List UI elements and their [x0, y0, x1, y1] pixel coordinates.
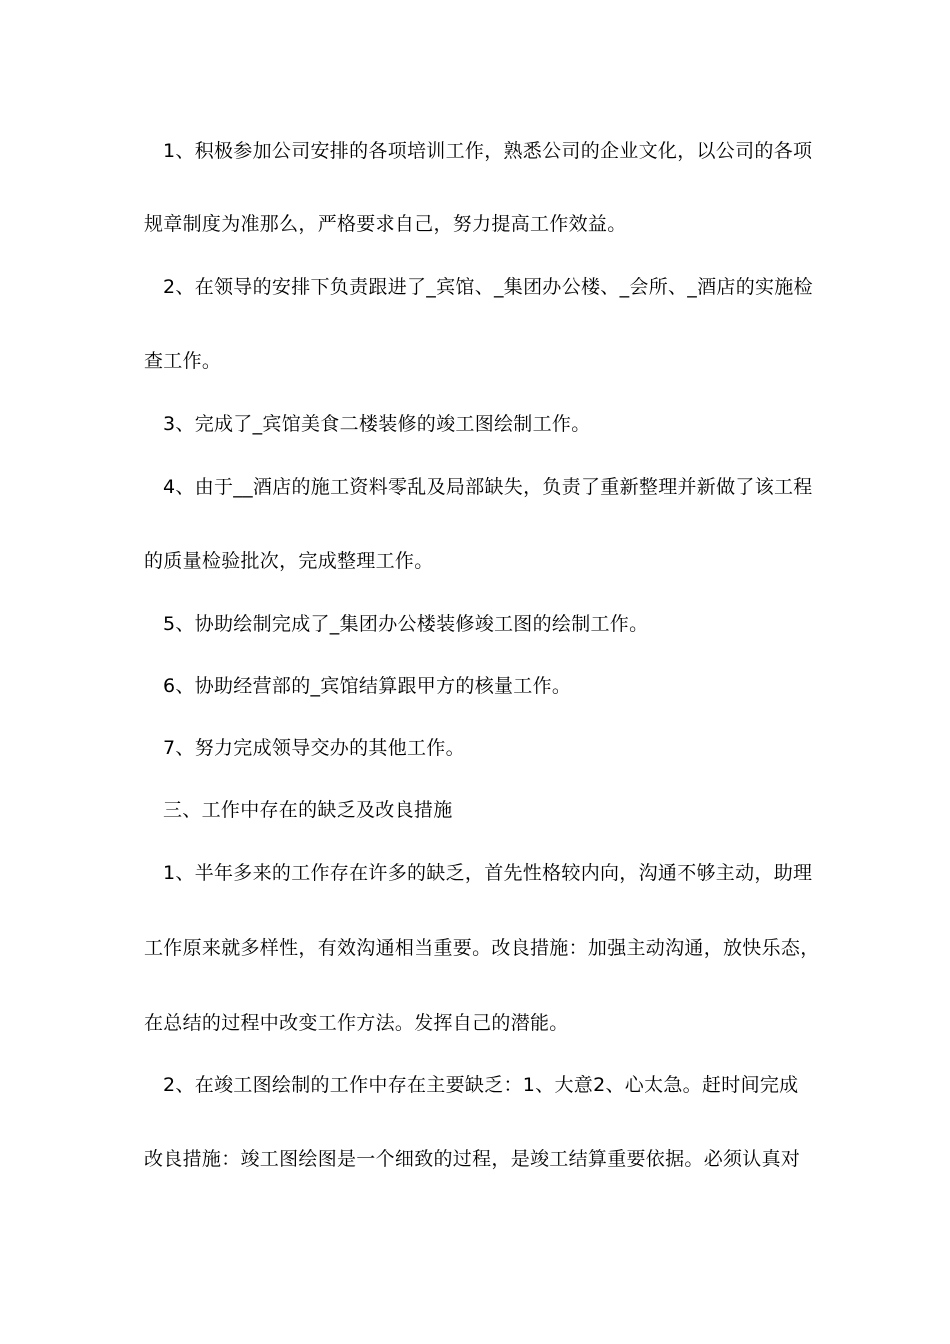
section-heading: 三、工作中存在的缺乏及改良措施 [163, 799, 453, 821]
paragraph-5: 5、协助绘制完成了_集团办公楼装修竣工图的绘制工作。 [163, 613, 649, 635]
paragraph-1-line-1: 1、积极参加公司安排的各项培训工作，熟悉公司的企业文化，以公司的各项 [163, 140, 813, 162]
issue-2-line-2: 改良措施：竣工图绘图是一个细致的过程，是竣工结算重要依据。必须认真对 [144, 1148, 801, 1170]
paragraph-2-line-1: 2、在领导的安排下负责跟进了_宾馆、_集团办公楼、_会所、_酒店的实施检 [163, 276, 813, 298]
paragraph-4-line-2: 的质量检验批次，完成整理工作。 [144, 550, 434, 572]
issue-1-line-1: 1、半年多来的工作存在许多的缺乏，首先性格较内向，沟通不够主动，助理 [163, 862, 813, 884]
issue-1-line-3: 在总结的过程中改变工作方法。发挥自己的潜能。 [144, 1012, 569, 1034]
paragraph-6: 6、协助经营部的_宾馆结算跟甲方的核量工作。 [163, 675, 572, 697]
paragraph-3: 3、完成了_宾馆美食二楼装修的竣工图绘制工作。 [163, 413, 591, 435]
paragraph-2-line-2: 查工作。 [144, 350, 222, 372]
paragraph-4-line-1: 4、由于__酒店的施工资料零乱及局部缺失，负责了重新整理并新做了该工程 [163, 476, 813, 498]
issue-1-line-2: 工作原来就多样性，有效沟通相当重要。改良措施：加强主动沟通，放快乐态， [144, 937, 820, 959]
paragraph-1-line-2: 规章制度为准那么，严格要求自己，努力提高工作效益。 [144, 213, 627, 235]
paragraph-7: 7、努力完成领导交办的其他工作。 [163, 737, 465, 759]
issue-2-line-1: 2、在竣工图绘制的工作中存在主要缺乏：1、大意2、心太急。赶时间完成 [163, 1074, 799, 1096]
